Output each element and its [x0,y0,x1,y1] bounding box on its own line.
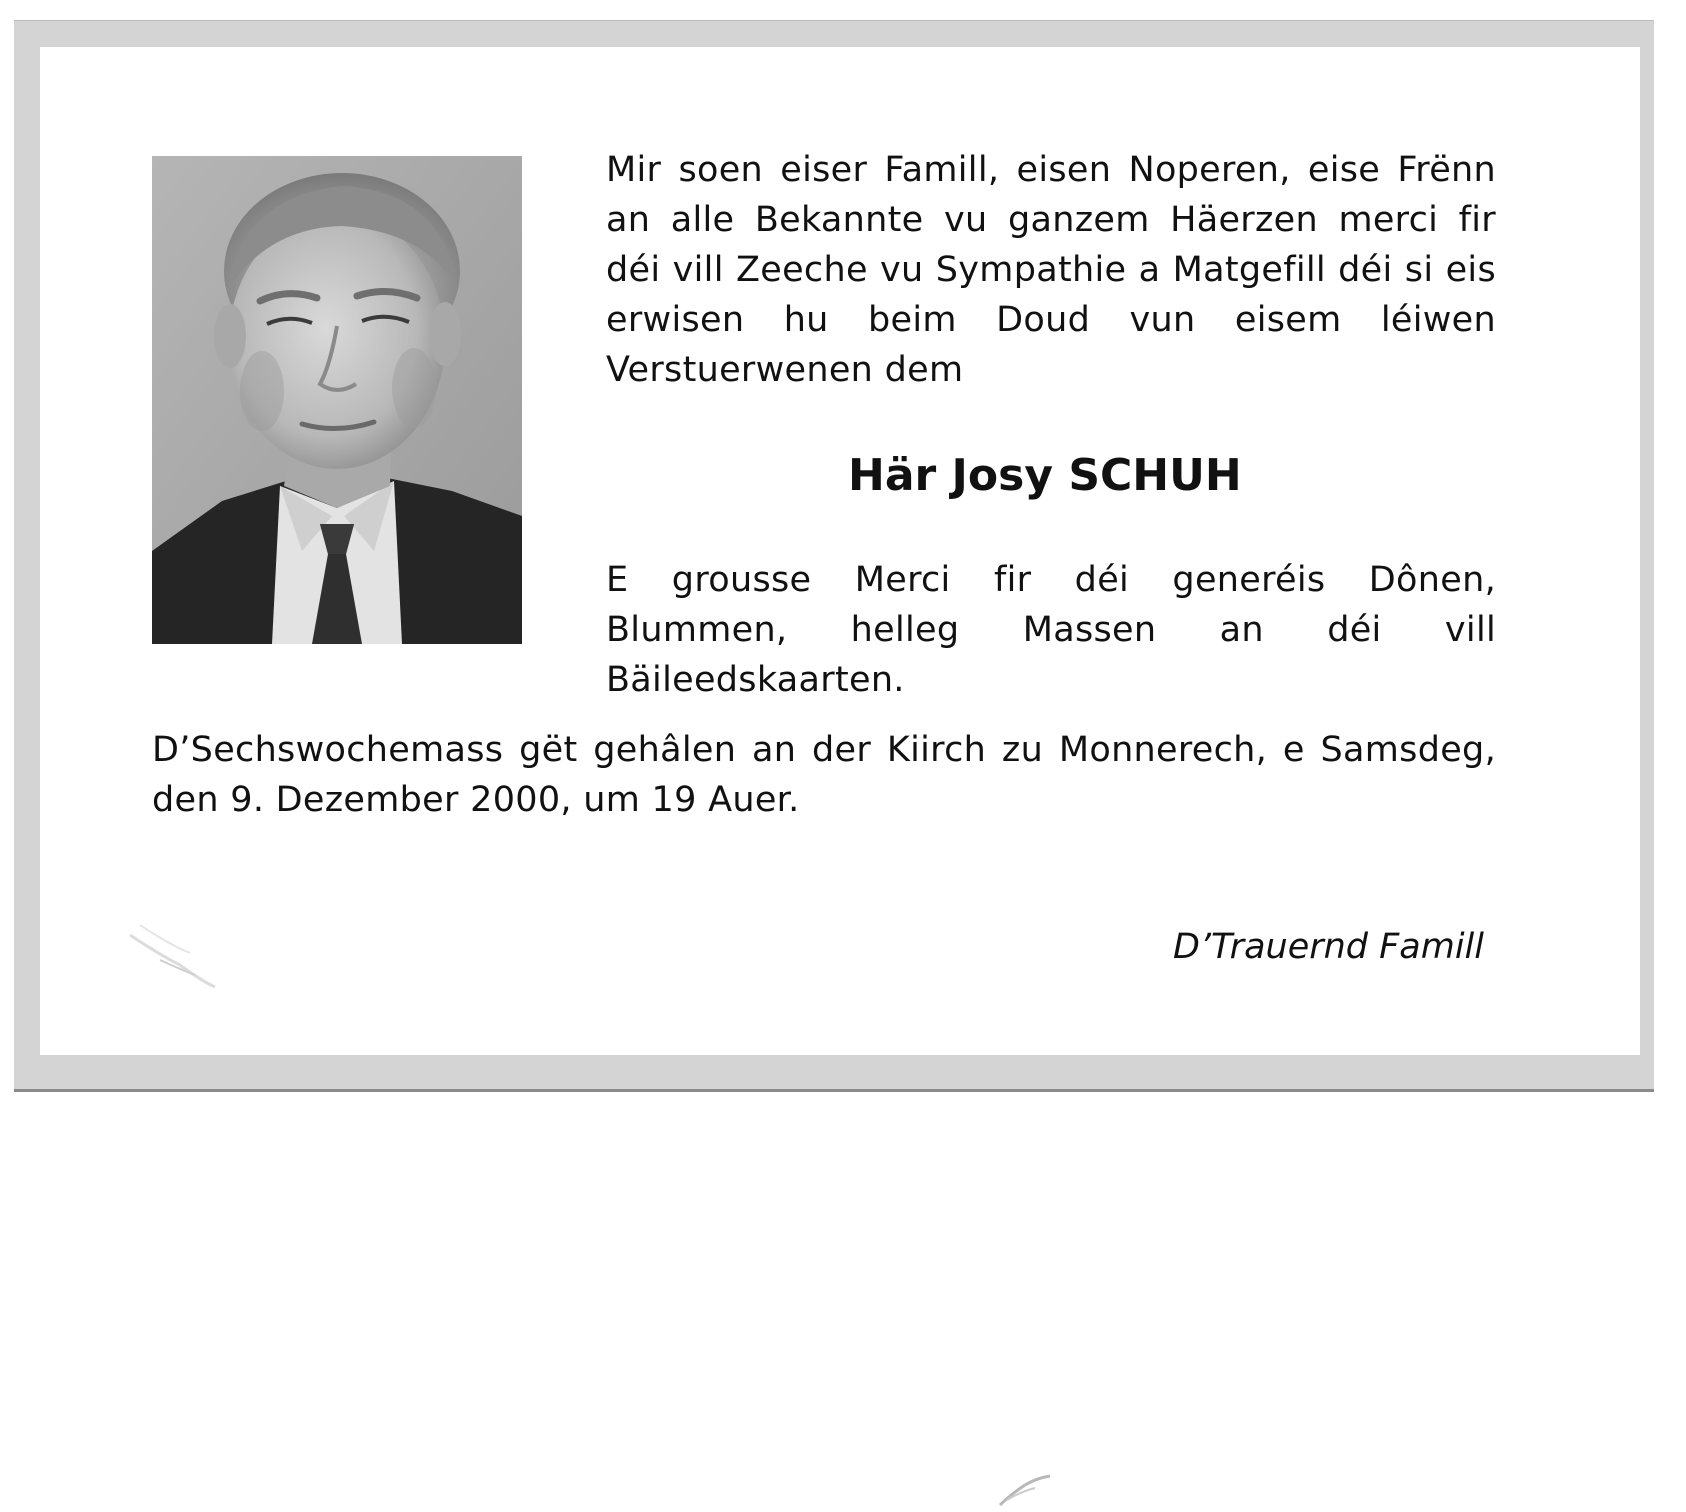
donations-paragraph: E grousse Merci fir déi generéis Dônen, Blummen, helleg Massen an déi vill Bäileedskaarten. [606,560,1496,700]
thanks-paragraph: Mir soen eiser Famill, eisen Noperen, eise Frënn an alle Bekannte vu ganzem Häerzen merci fir déi vill Zeeche vu Sympathie a Matgefill déi si eis erwisen hu beim Doud vun eisem léiwen Verstuerwenen dem [606,150,1496,390]
portrait-photo [152,156,522,644]
scan-smudge-left [120,905,230,995]
scan-smudge-bottom [995,1470,1055,1510]
family-signature: D’Trauernd Famill [1172,927,1484,967]
mass-announcement: D’Sechswochemass gët gehâlen an der Kiirch zu Monnerech, e Samsdeg, den 9. Dezember 2000, um 19 Auer. [152,730,1496,820]
deceased-name: Här Josy SCHUH [848,450,1242,501]
